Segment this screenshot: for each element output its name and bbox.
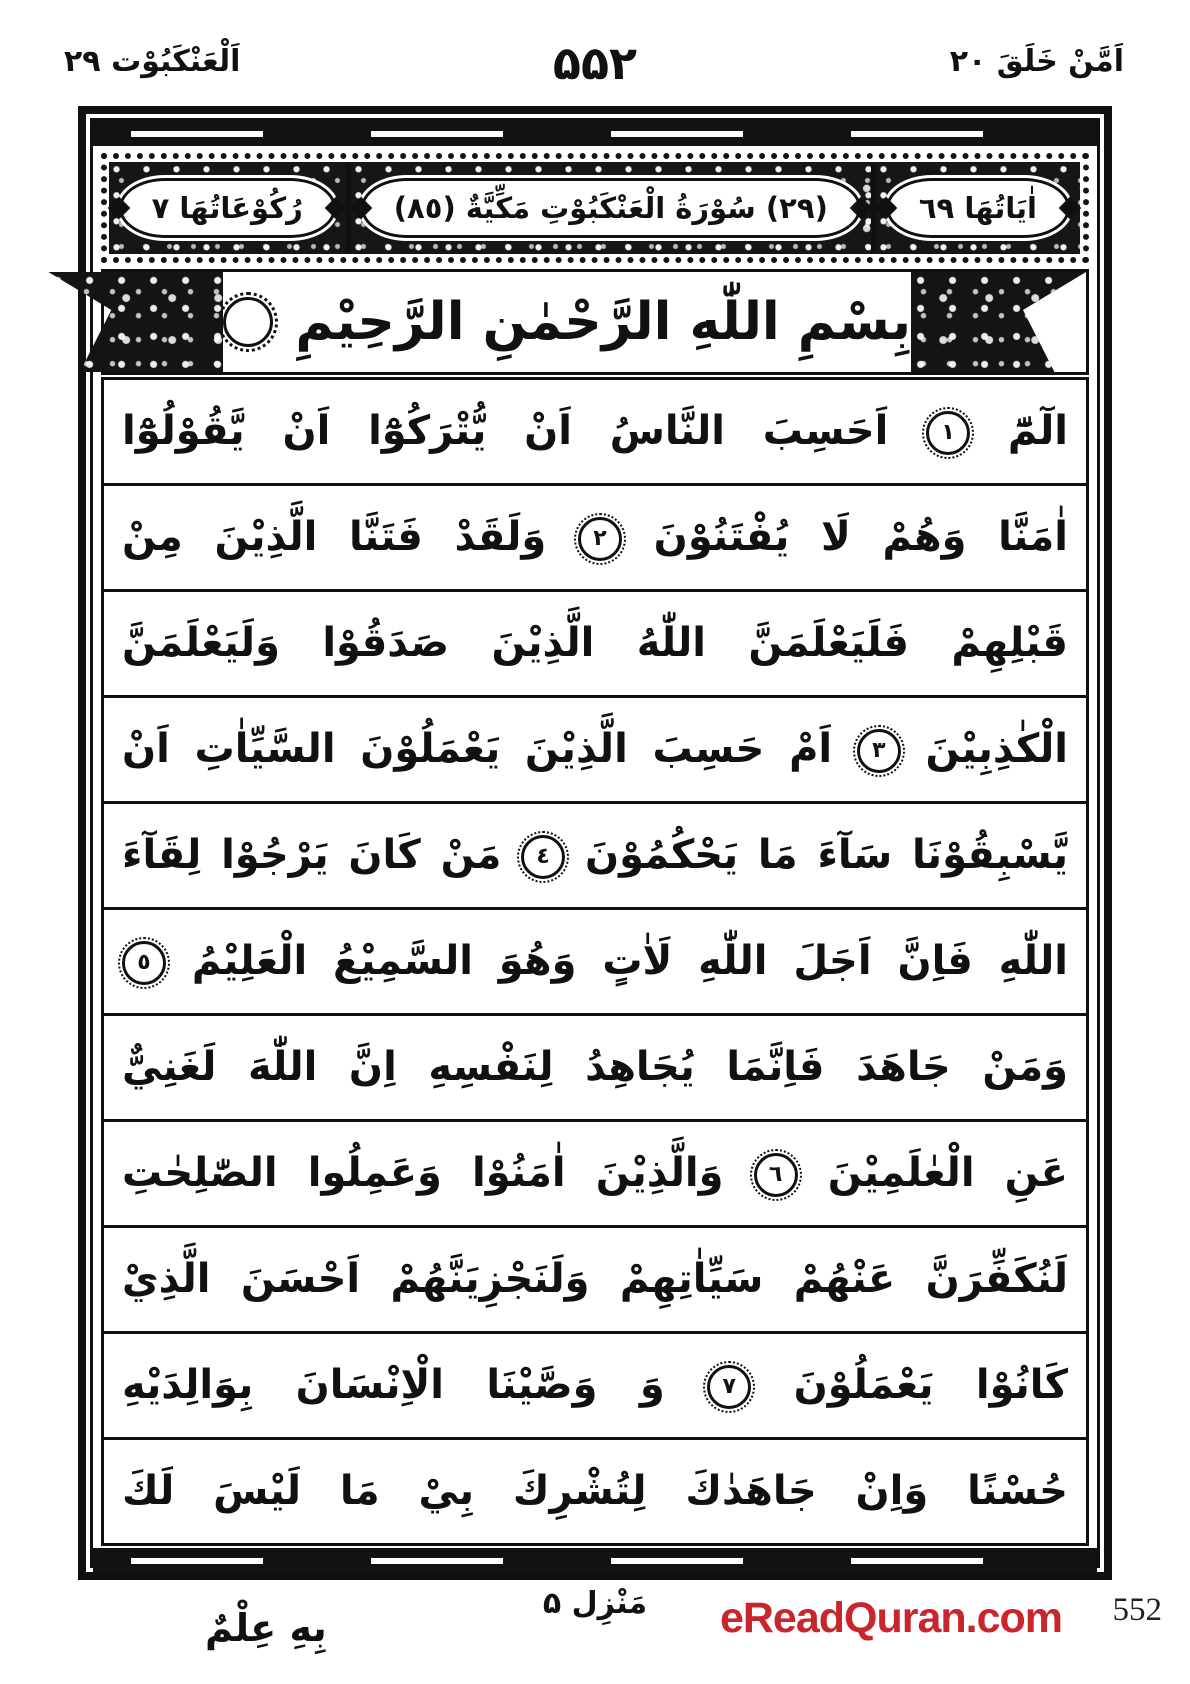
manzil-label: مَنْزِل ۵ [542,1586,648,1621]
ayah-text: اَمْ حَسِبَ الَّذِيْنَ يَعْمَلُوْنَ السَّيِّاٰتِ اَنْ [122,726,833,772]
quran-line-1 [104,380,1086,486]
quran-line-6 [104,910,1086,1016]
quran-line-2 [104,486,1086,592]
ruku-count-panel [109,162,346,254]
catchword: بِهِ عِلْمٌ [205,1606,327,1650]
running-head [0,36,1190,96]
ayah-text: يَّسْبِقُوْنَا سَآءَ مَا يَحْكُمُوْنَ [584,832,1068,878]
ayah-text: اللّٰهِ فَاِنَّ اَجَلَ اللّٰهِ لَاٰتٍ وَهُوَ السَّمِيْعُ الْعَلِيْمُ [191,938,1068,984]
ayah-text: وَمَنْ جَاهَدَ فَاِنَّمَا يُجَاهِدُ لِنَفْسِهِ اِنَّ اللّٰهَ لَغَنِيٌّ [122,1044,1068,1090]
watermark-text: eReadQuran.com [719,1594,1062,1642]
bismillah-text-wrap [223,272,911,372]
ayah-text: وَ وَصَّيْنَا الْاِنْسَانَ بِوَالِدَيْهِ [122,1362,665,1408]
ayah-end-marker: ٤ [521,835,565,879]
page-footer [0,1586,1190,1684]
surah-title-cartouche: (٢٩) سُوْرَةُ الْعَنْكَبُوْتِ مَكِّيَّةٌ (٨٥) [361,178,861,238]
surah-reference: اَلْعَنْكَبُوْت ٢٩ [64,44,241,79]
ayah-text: قَبْلِهِمْ فَلَيَعْلَمَنَّ اللّٰهُ الَّذِيْنَ صَدَقُوْا وَلَيَعْلَمَنَّ [122,620,1068,666]
quran-line-4 [104,698,1086,804]
ayah-end-marker: ٥ [122,941,166,985]
quran-line-7 [104,1016,1086,1122]
arabesque-corner-left [48,272,223,372]
ayah-end-marker: ٣ [857,729,901,773]
ayah-end-marker: ٦ [754,1153,798,1197]
ayah-text: حُسْنًا وَاِنْ جَاهَدٰكَ لِتُشْرِكَ بِيْ مَا لَيْسَ لَكَ [122,1468,1068,1514]
page-number-latin: 552 [1112,1592,1162,1628]
page-number-arabic: ۵۵۲ [552,36,638,90]
ayat-count-cartouche: اٰيَاتُهَا ٦٩ [886,178,1070,238]
ayah-text: الٓمّٓ [1007,408,1068,454]
quran-line-8 [104,1122,1086,1228]
page-border-frame [78,106,1112,1580]
rosette-ornament-icon [223,297,273,347]
surah-header-band [101,153,1089,263]
ayah-text: اَحَسِبَ النَّاسُ اَنْ يُّتْرَكُوْٓا اَنْ يَّقُوْلُوْٓا [122,408,889,454]
ayah-text: لَنُكَفِّرَنَّ عَنْهُمْ سَيِّاٰتِهِمْ وَلَنَجْزِيَنَّهُمْ اَحْسَنَ الَّذِيْ [122,1256,1068,1302]
ayah-text: عَنِ الْعٰلَمِيْنَ [827,1150,1068,1196]
ruku-count-cartouche: رُكُوْعَاتُهَا ٧ [119,178,336,238]
inner-frame [90,118,1100,1568]
quran-text-block [101,377,1089,1546]
ayah-end-marker: ٢ [578,517,622,561]
ayah-end-marker: ٧ [707,1365,751,1409]
bismillah-text: بِسْمِ اللّٰهِ الرَّحْمٰنِ الرَّحِيْمِ [295,292,911,352]
ornament-dashes [113,1558,1077,1564]
ayah-text: الْكٰذِبِيْنَ [925,726,1068,772]
quran-line-11 [104,1440,1086,1543]
bismillah-row [101,269,1089,375]
ornament-dashes [113,131,1077,137]
ayah-text: مَنْ كَانَ يَرْجُوْا لِقَآءَ [122,832,502,878]
ayah-text: اٰمَنَّا وَهُمْ لَا يُفْتَنُوْنَ [653,514,1068,560]
quran-line-9 [104,1228,1086,1334]
surah-band-panels [110,162,1080,254]
quran-line-3 [104,592,1086,698]
juz-reference: اَمَّنْ خَلَقَ ٢٠ [949,44,1124,79]
quran-line-10 [104,1334,1086,1440]
bottom-ornament-bar [93,1548,1097,1573]
arabesque-corner-right [911,272,1086,372]
top-ornament-bar [93,121,1097,146]
ayah-text: وَلَقَدْ فَتَنَّا الَّذِيْنَ مِنْ [122,514,547,560]
surah-title-panel [351,162,871,254]
ayah-text: كَانُوْا يَعْمَلُوْنَ [793,1362,1068,1408]
ayah-text: وَالَّذِيْنَ اٰمَنُوْا وَعَمِلُوا الصّٰلِحٰتِ [122,1150,724,1196]
quran-line-5 [104,804,1086,910]
ayah-end-marker: ١ [926,411,970,455]
ayat-count-panel [876,162,1080,254]
